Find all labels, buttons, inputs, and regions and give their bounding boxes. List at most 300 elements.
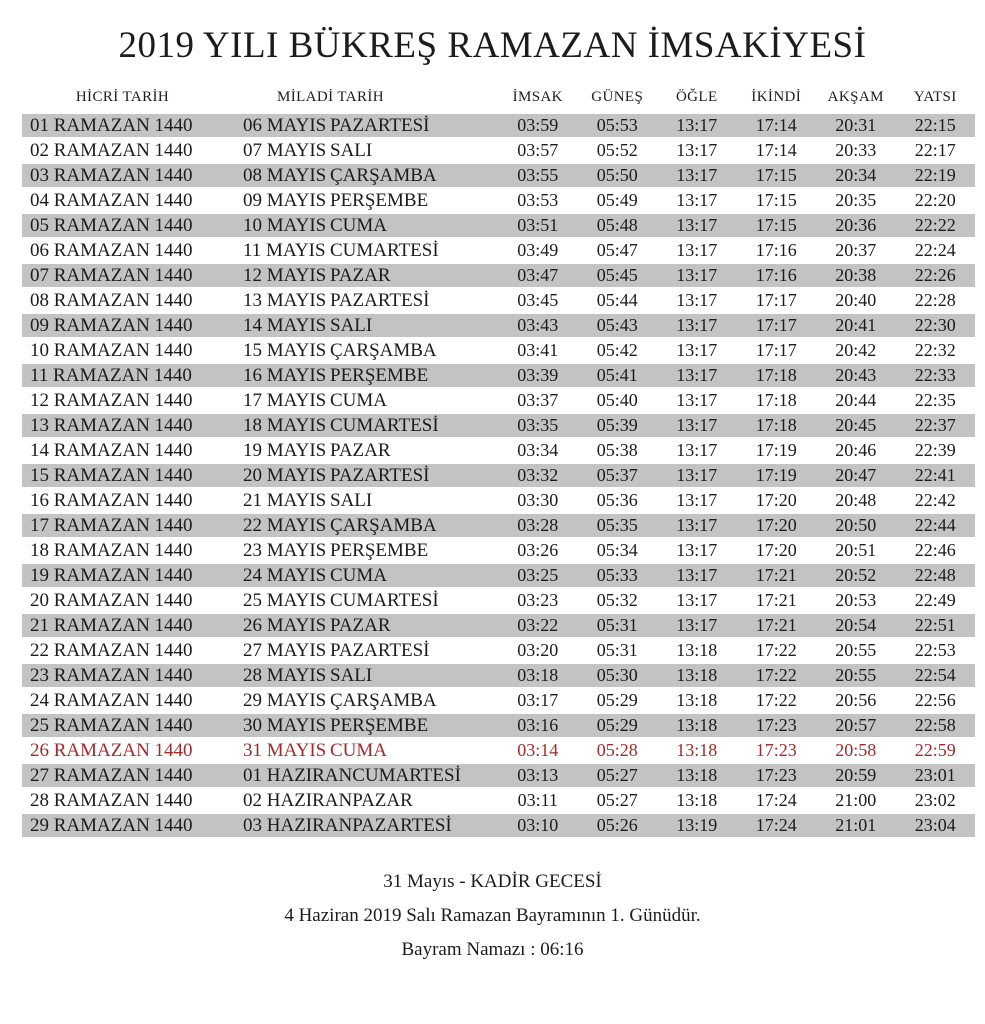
ikindi-time: 17:21 [755, 590, 797, 610]
hijri-date: 18 RAMAZAN 1440 [30, 539, 193, 561]
ikindi-time: 17:15 [755, 215, 797, 235]
weekday: PERŞEMBE [330, 539, 429, 561]
weekday: PAZAR [352, 789, 413, 811]
bayram-namazi-time: Bayram Namazı : 06:16 [401, 939, 584, 960]
gunes-time: 05:50 [596, 165, 638, 185]
ikindi-time: 17:22 [755, 640, 797, 660]
gunes-time: 05:40 [596, 390, 638, 410]
footer-notes [0, 865, 985, 967]
imsak-time: 03:47 [517, 265, 559, 285]
imsak-time: 03:57 [517, 140, 559, 160]
ikindi-time: 17:15 [755, 190, 797, 210]
ogle-time: 13:17 [676, 290, 718, 310]
aksam-time: 20:53 [835, 590, 877, 610]
yatsi-time: 22:30 [914, 315, 956, 335]
gunes-time: 05:36 [596, 490, 638, 510]
hijri-date: 17 RAMAZAN 1440 [30, 514, 193, 536]
gregorian-date: 29 MAYIS [243, 689, 327, 711]
hijri-date: 19 RAMAZAN 1440 [30, 564, 193, 586]
hijri-date: 08 RAMAZAN 1440 [30, 289, 193, 311]
gunes-time: 05:28 [596, 740, 638, 760]
weekday: CUMARTESİ [352, 764, 461, 786]
gregorian-date-cell [243, 290, 498, 312]
ogle-time: 13:18 [676, 665, 718, 685]
gregorian-date-cell [243, 690, 498, 712]
weekday: SALI [330, 489, 373, 511]
gregorian-date-cell [243, 190, 498, 212]
gregorian-date-cell [243, 765, 498, 787]
hijri-date: 29 RAMAZAN 1440 [30, 814, 193, 836]
gregorian-date-cell [243, 315, 498, 337]
ogle-time: 13:17 [676, 390, 718, 410]
weekday: CUMA [330, 564, 388, 586]
table-body [22, 114, 975, 839]
aksam-time: 20:59 [835, 765, 877, 785]
weekday: PAZAR [330, 614, 391, 636]
ogle-time: 13:17 [676, 140, 718, 160]
aksam-time: 20:58 [835, 740, 877, 760]
gregorian-date: 31 MAYIS [243, 739, 327, 761]
gregorian-date-cell [243, 590, 498, 612]
gregorian-date-cell [243, 340, 498, 362]
gregorian-date-cell [243, 390, 498, 412]
weekday: CUMA [330, 389, 388, 411]
table-row [22, 639, 975, 664]
aksam-time: 20:33 [835, 140, 877, 160]
gregorian-date: 26 MAYIS [243, 614, 327, 636]
gregorian-date: 18 MAYIS [243, 414, 327, 436]
ikindi-time: 17:17 [755, 290, 797, 310]
gregorian-date: 27 MAYIS [243, 639, 327, 661]
yatsi-time: 22:54 [914, 665, 956, 685]
weekday: CUMARTESİ [330, 239, 439, 261]
imsak-time: 03:25 [517, 565, 559, 585]
gregorian-date: 22 MAYIS [243, 514, 327, 536]
imsak-time: 03:49 [517, 240, 559, 260]
ikindi-time: 17:16 [755, 240, 797, 260]
ikindi-time: 17:22 [755, 690, 797, 710]
table-row [22, 564, 975, 589]
table-row [22, 439, 975, 464]
prayer-times-table [22, 89, 975, 839]
gunes-time: 05:41 [596, 365, 638, 385]
yatsi-time: 22:58 [914, 715, 956, 735]
ogle-time: 13:17 [676, 540, 718, 560]
imsak-time: 03:35 [517, 415, 559, 435]
gregorian-date: 28 MAYIS [243, 664, 327, 686]
table-row [22, 364, 975, 389]
yatsi-time: 23:01 [914, 765, 956, 785]
ogle-time: 13:19 [676, 815, 718, 835]
gunes-time: 05:32 [596, 590, 638, 610]
aksam-time: 21:01 [835, 815, 877, 835]
imsak-time: 03:34 [517, 440, 559, 460]
imsak-time: 03:17 [517, 690, 559, 710]
table-row [22, 189, 975, 214]
yatsi-time: 23:02 [914, 790, 956, 810]
weekday: PERŞEMBE [330, 364, 429, 386]
ikindi-time: 17:14 [755, 140, 797, 160]
yatsi-time: 22:46 [914, 540, 956, 560]
gunes-time: 05:47 [596, 240, 638, 260]
ikindi-time: 17:14 [755, 115, 797, 135]
gunes-time: 05:33 [596, 565, 638, 585]
hijri-date: 28 RAMAZAN 1440 [30, 789, 193, 811]
gregorian-date: 20 MAYIS [243, 464, 327, 486]
yatsi-time: 22:39 [914, 440, 956, 460]
kadir-gecesi-note: 31 Mayıs - KADİR GECESİ [383, 871, 602, 892]
ogle-time: 13:17 [676, 115, 718, 135]
table-row [22, 239, 975, 264]
gunes-time: 05:53 [596, 115, 638, 135]
gunes-time: 05:29 [596, 715, 638, 735]
table-row [22, 464, 975, 489]
ikindi-time: 17:20 [755, 490, 797, 510]
aksam-time: 20:55 [835, 665, 877, 685]
yatsi-time: 22:48 [914, 565, 956, 585]
gregorian-date-cell [243, 165, 498, 187]
ikindi-time: 17:23 [755, 715, 797, 735]
ikindi-time: 17:19 [755, 465, 797, 485]
imsak-time: 03:53 [517, 190, 559, 210]
hijri-date: 09 RAMAZAN 1440 [30, 314, 193, 336]
imsak-time: 03:23 [517, 590, 559, 610]
weekday: ÇARŞAMBA [330, 339, 437, 361]
gunes-time: 05:29 [596, 690, 638, 710]
gunes-time: 05:30 [596, 665, 638, 685]
ogle-time: 13:18 [676, 765, 718, 785]
yatsi-time: 22:33 [914, 365, 956, 385]
imsak-time: 03:16 [517, 715, 559, 735]
imsak-time: 03:26 [517, 540, 559, 560]
imsak-time: 03:45 [517, 290, 559, 310]
aksam-time: 20:47 [835, 465, 877, 485]
table-row [22, 314, 975, 339]
gregorian-date: 07 MAYIS [243, 139, 327, 161]
page-title: 2019 YILI BÜKREŞ RAMAZAN İMSAKİYESİ [118, 25, 867, 66]
table-row [22, 814, 975, 839]
gunes-time: 05:31 [596, 640, 638, 660]
ikindi-time: 17:24 [755, 790, 797, 810]
column-header-aksam: AKŞAM [827, 89, 884, 105]
hijri-date: 24 RAMAZAN 1440 [30, 689, 193, 711]
ikindi-time: 17:23 [755, 765, 797, 785]
table-row [22, 614, 975, 639]
weekday: CUMA [330, 214, 388, 236]
hijri-date: 21 RAMAZAN 1440 [30, 614, 193, 636]
table-row [22, 414, 975, 439]
bayram-day-note: 4 Haziran 2019 Salı Ramazan Bayramının 1. Günüdür. [284, 905, 701, 926]
aksam-time: 20:45 [835, 415, 877, 435]
column-header-yatsi: YATSI [913, 89, 957, 105]
weekday: SALI [330, 139, 373, 161]
weekday: ÇARŞAMBA [330, 514, 437, 536]
gunes-time: 05:45 [596, 265, 638, 285]
ogle-time: 13:17 [676, 240, 718, 260]
ikindi-time: 17:18 [755, 415, 797, 435]
gregorian-date-cell [243, 440, 498, 462]
ikindi-time: 17:21 [755, 565, 797, 585]
aksam-time: 20:50 [835, 515, 877, 535]
table-row [22, 389, 975, 414]
yatsi-time: 22:15 [914, 115, 956, 135]
aksam-time: 20:40 [835, 290, 877, 310]
hijri-date: 03 RAMAZAN 1440 [30, 164, 193, 186]
ogle-time: 13:17 [676, 165, 718, 185]
ogle-time: 13:17 [676, 465, 718, 485]
hijri-date: 20 RAMAZAN 1440 [30, 589, 193, 611]
hijri-date: 06 RAMAZAN 1440 [30, 239, 193, 261]
gunes-time: 05:26 [596, 815, 638, 835]
gregorian-date-cell [243, 815, 498, 837]
gregorian-date-cell [243, 465, 498, 487]
ikindi-time: 17:15 [755, 165, 797, 185]
yatsi-time: 22:20 [914, 190, 956, 210]
gregorian-date: 03 HAZIRAN [243, 814, 353, 836]
aksam-time: 20:52 [835, 565, 877, 585]
ikindi-time: 17:20 [755, 540, 797, 560]
weekday: PERŞEMBE [330, 189, 429, 211]
ogle-time: 13:18 [676, 715, 718, 735]
gregorian-date-cell [243, 540, 498, 562]
imsak-time: 03:14 [517, 740, 559, 760]
yatsi-time: 22:41 [914, 465, 956, 485]
hijri-date: 04 RAMAZAN 1440 [30, 189, 193, 211]
table-row [22, 764, 975, 789]
weekday: PAZARTESİ [330, 639, 430, 661]
gunes-time: 05:27 [596, 765, 638, 785]
table-row [22, 739, 975, 764]
table-row [22, 214, 975, 239]
aksam-time: 20:31 [835, 115, 877, 135]
aksam-time: 20:41 [835, 315, 877, 335]
aksam-time: 20:48 [835, 490, 877, 510]
aksam-time: 20:42 [835, 340, 877, 360]
aksam-time: 20:36 [835, 215, 877, 235]
imsak-time: 03:30 [517, 490, 559, 510]
ikindi-time: 17:24 [755, 815, 797, 835]
weekday: ÇARŞAMBA [330, 689, 437, 711]
yatsi-time: 22:35 [914, 390, 956, 410]
aksam-time: 20:38 [835, 265, 877, 285]
imsak-time: 03:11 [517, 790, 558, 810]
imsak-time: 03:10 [517, 815, 559, 835]
gregorian-date: 12 MAYIS [243, 264, 327, 286]
hijri-date: 14 RAMAZAN 1440 [30, 439, 193, 461]
gregorian-date-cell [243, 140, 498, 162]
column-header-ogle: ÖĞLE [675, 89, 718, 105]
weekday: PAZARTESİ [352, 814, 452, 836]
yatsi-time: 22:59 [914, 740, 956, 760]
gregorian-date: 11 MAYIS [243, 239, 326, 261]
ogle-time: 13:17 [676, 365, 718, 385]
gregorian-date: 24 MAYIS [243, 564, 327, 586]
aksam-time: 20:57 [835, 715, 877, 735]
table-row [22, 539, 975, 564]
table-row [22, 689, 975, 714]
hijri-date: 22 RAMAZAN 1440 [30, 639, 193, 661]
ogle-time: 13:17 [676, 340, 718, 360]
hijri-date: 07 RAMAZAN 1440 [30, 264, 193, 286]
hijri-date: 12 RAMAZAN 1440 [30, 389, 193, 411]
ogle-time: 13:17 [676, 190, 718, 210]
hijri-date: 13 RAMAZAN 1440 [30, 414, 193, 436]
gregorian-date: 06 MAYIS [243, 114, 327, 136]
table-row [22, 264, 975, 289]
ikindi-time: 17:18 [755, 365, 797, 385]
ogle-time: 13:18 [676, 740, 718, 760]
imsak-time: 03:37 [517, 390, 559, 410]
weekday: SALI [330, 314, 373, 336]
imsak-time: 03:59 [517, 115, 559, 135]
gregorian-date-cell [243, 715, 498, 737]
gunes-time: 05:42 [596, 340, 638, 360]
table-row [22, 714, 975, 739]
yatsi-time: 22:51 [914, 615, 956, 635]
gregorian-date-cell [243, 415, 498, 437]
imsak-time: 03:13 [517, 765, 559, 785]
gregorian-date: 30 MAYIS [243, 714, 327, 736]
aksam-time: 20:51 [835, 540, 877, 560]
yatsi-time: 22:49 [914, 590, 956, 610]
hijri-date: 27 RAMAZAN 1440 [30, 764, 193, 786]
yatsi-time: 22:53 [914, 640, 956, 660]
imsak-time: 03:20 [517, 640, 559, 660]
gregorian-date-cell [243, 640, 498, 662]
hijri-date: 01 RAMAZAN 1440 [30, 114, 193, 136]
yatsi-time: 23:04 [914, 815, 956, 835]
ogle-time: 13:18 [676, 790, 718, 810]
table-row [22, 164, 975, 189]
yatsi-time: 22:32 [914, 340, 956, 360]
hijri-date: 15 RAMAZAN 1440 [30, 464, 193, 486]
gregorian-date-cell [243, 240, 498, 262]
imsak-time: 03:55 [517, 165, 559, 185]
yatsi-time: 22:37 [914, 415, 956, 435]
gregorian-date-cell [243, 615, 498, 637]
table-row [22, 489, 975, 514]
ikindi-time: 17:23 [755, 740, 797, 760]
weekday: ÇARŞAMBA [330, 164, 437, 186]
gregorian-date: 25 MAYIS [243, 589, 327, 611]
gunes-time: 05:35 [596, 515, 638, 535]
ikindi-time: 17:19 [755, 440, 797, 460]
yatsi-time: 22:24 [914, 240, 956, 260]
aksam-time: 20:34 [835, 165, 877, 185]
aksam-time: 20:56 [835, 690, 877, 710]
yatsi-time: 22:17 [914, 140, 956, 160]
yatsi-time: 22:26 [914, 265, 956, 285]
table-row [22, 139, 975, 164]
aksam-time: 20:46 [835, 440, 877, 460]
gregorian-date-cell [243, 565, 498, 587]
aksam-time: 21:00 [835, 790, 877, 810]
ogle-time: 13:17 [676, 215, 718, 235]
gunes-time: 05:38 [596, 440, 638, 460]
aksam-time: 20:44 [835, 390, 877, 410]
gregorian-date-cell [243, 365, 498, 387]
hijri-date: 26 RAMAZAN 1440 [30, 739, 193, 761]
gunes-time: 05:52 [596, 140, 638, 160]
weekday: PAZARTESİ [330, 289, 430, 311]
hijri-date: 25 RAMAZAN 1440 [30, 714, 193, 736]
gunes-time: 05:49 [596, 190, 638, 210]
imsak-time: 03:41 [517, 340, 559, 360]
gregorian-date-cell [243, 665, 498, 687]
gunes-time: 05:39 [596, 415, 638, 435]
gregorian-date-cell [243, 265, 498, 287]
ogle-time: 13:18 [676, 640, 718, 660]
gregorian-date: 19 MAYIS [243, 439, 327, 461]
hijri-date: 10 RAMAZAN 1440 [30, 339, 193, 361]
weekday: SALI [330, 664, 373, 686]
gregorian-date: 23 MAYIS [243, 539, 327, 561]
ogle-time: 13:17 [676, 515, 718, 535]
ogle-time: 13:17 [676, 315, 718, 335]
weekday: PAZARTESİ [330, 114, 430, 136]
yatsi-time: 22:28 [914, 290, 956, 310]
gunes-time: 05:27 [596, 790, 638, 810]
ogle-time: 13:17 [676, 490, 718, 510]
hijri-date: 16 RAMAZAN 1440 [30, 489, 193, 511]
imsak-time: 03:39 [517, 365, 559, 385]
column-header-imsak: İMSAK [512, 89, 563, 105]
ogle-time: 13:17 [676, 440, 718, 460]
ogle-time: 13:17 [676, 590, 718, 610]
table-row [22, 339, 975, 364]
gregorian-date: 01 HAZIRAN [243, 764, 353, 786]
gunes-time: 05:44 [596, 290, 638, 310]
gregorian-date-cell [243, 790, 498, 812]
yatsi-time: 22:19 [914, 165, 956, 185]
column-header-miladi-tarih: MİLADİ TARİH [276, 89, 385, 105]
table-row [22, 514, 975, 539]
column-header-hicri-tarih: HİCRİ TARİH [75, 89, 170, 105]
imsak-time: 03:28 [517, 515, 559, 535]
hijri-date: 05 RAMAZAN 1440 [30, 214, 193, 236]
weekday: PAZARTESİ [330, 464, 430, 486]
imsak-time: 03:51 [517, 215, 559, 235]
column-header-gunes: GÜNEŞ [591, 89, 644, 105]
gregorian-date: 15 MAYIS [243, 339, 327, 361]
gregorian-date: 21 MAYIS [243, 489, 327, 511]
gregorian-date-cell [243, 490, 498, 512]
imsak-time: 03:22 [517, 615, 559, 635]
ikindi-time: 17:22 [755, 665, 797, 685]
gregorian-date: 09 MAYIS [243, 189, 327, 211]
ikindi-time: 17:18 [755, 390, 797, 410]
ogle-time: 13:17 [676, 565, 718, 585]
yatsi-time: 22:44 [914, 515, 956, 535]
gregorian-date-cell [243, 215, 498, 237]
ikindi-time: 17:17 [755, 315, 797, 335]
aksam-time: 20:35 [835, 190, 877, 210]
yatsi-time: 22:22 [914, 215, 956, 235]
weekday: PAZAR [330, 439, 391, 461]
gregorian-date: 10 MAYIS [243, 214, 327, 236]
imsak-time: 03:18 [517, 665, 559, 685]
hijri-date: 11 RAMAZAN 1440 [30, 364, 192, 386]
gunes-time: 05:31 [596, 615, 638, 635]
weekday: PERŞEMBE [330, 714, 429, 736]
gregorian-date-cell [243, 740, 498, 762]
ikindi-time: 17:20 [755, 515, 797, 535]
ikindi-time: 17:17 [755, 340, 797, 360]
gregorian-date: 08 MAYIS [243, 164, 327, 186]
gregorian-date: 17 MAYIS [243, 389, 327, 411]
weekday: CUMARTESİ [330, 589, 439, 611]
hijri-date: 23 RAMAZAN 1440 [30, 664, 193, 686]
